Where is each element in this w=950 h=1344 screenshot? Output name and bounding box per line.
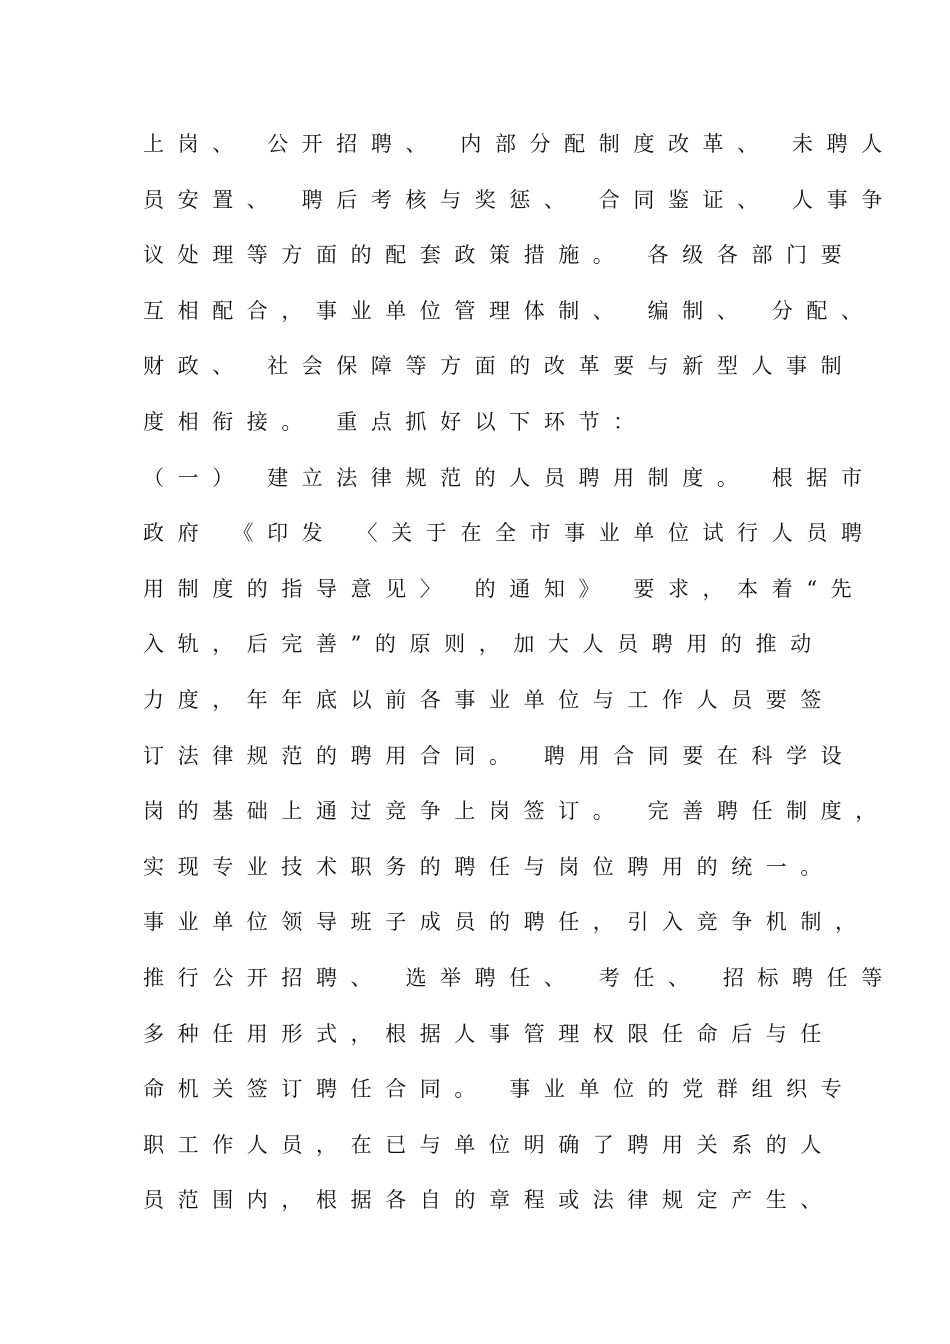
text-line: 上岗、 公开招聘、 内部分配制度改革、 未聘人 (143, 132, 896, 156)
text-line: 订法律规范的聘用合同。 聘用合同要在科学设 (143, 743, 856, 768)
text-line: （一） 建立法律规范的人员聘用制度。 根据市 (143, 465, 876, 490)
text-line: 推行公开招聘、 选举聘任、 考任、 招标聘任等 (143, 965, 896, 990)
text-line: 财政、 社会保障等方面的改革要与新型人事制 (143, 354, 856, 379)
text-line: 政府 《印发 〈关于在全市事业单位试行人员聘 (143, 521, 876, 546)
text-line: 用制度的指导意见〉 的通知》 要求，本着“先 (143, 576, 866, 601)
text-line: 实现专业技术职务的聘任与岗位聘用的统一。 (143, 854, 835, 879)
text-line: 议处理等方面的配套政策措施。 各级各部门要 (143, 243, 856, 268)
text-line: 员范围内，根据各自的章程或法律规定产生、 (143, 1188, 835, 1213)
text-line: 度相衔接。 重点抓好以下环节： (143, 409, 648, 434)
text-line: 岗的基础上通过竞争上岗签订。 完善聘任制度， (143, 799, 890, 824)
body-text (143, 126, 896, 1238)
text-line: 力度，年年底以前各事业单位与工作人员要签 (143, 687, 835, 712)
text-line: 多种任用形式，根据人事管理权限任命后与任 (143, 1021, 835, 1046)
text-line: 事业单位领导班子成员的聘任，引入竞争机制， (143, 910, 870, 935)
text-line: 命机关签订聘任合同。 事业单位的党群组织专 (143, 1077, 856, 1102)
text-line: 入轨，后完善”的原则，加大人员聘用的推动 (143, 632, 825, 657)
text-line: 互相配合，事业单位管理体制、 编制、 分配、 (143, 298, 876, 323)
text-line: 职工作人员，在已与单位明确了聘用关系的人 (143, 1132, 835, 1157)
text-line: 员安置、 聘后考核与奖惩、 合同鉴证、 人事争 (143, 187, 896, 212)
